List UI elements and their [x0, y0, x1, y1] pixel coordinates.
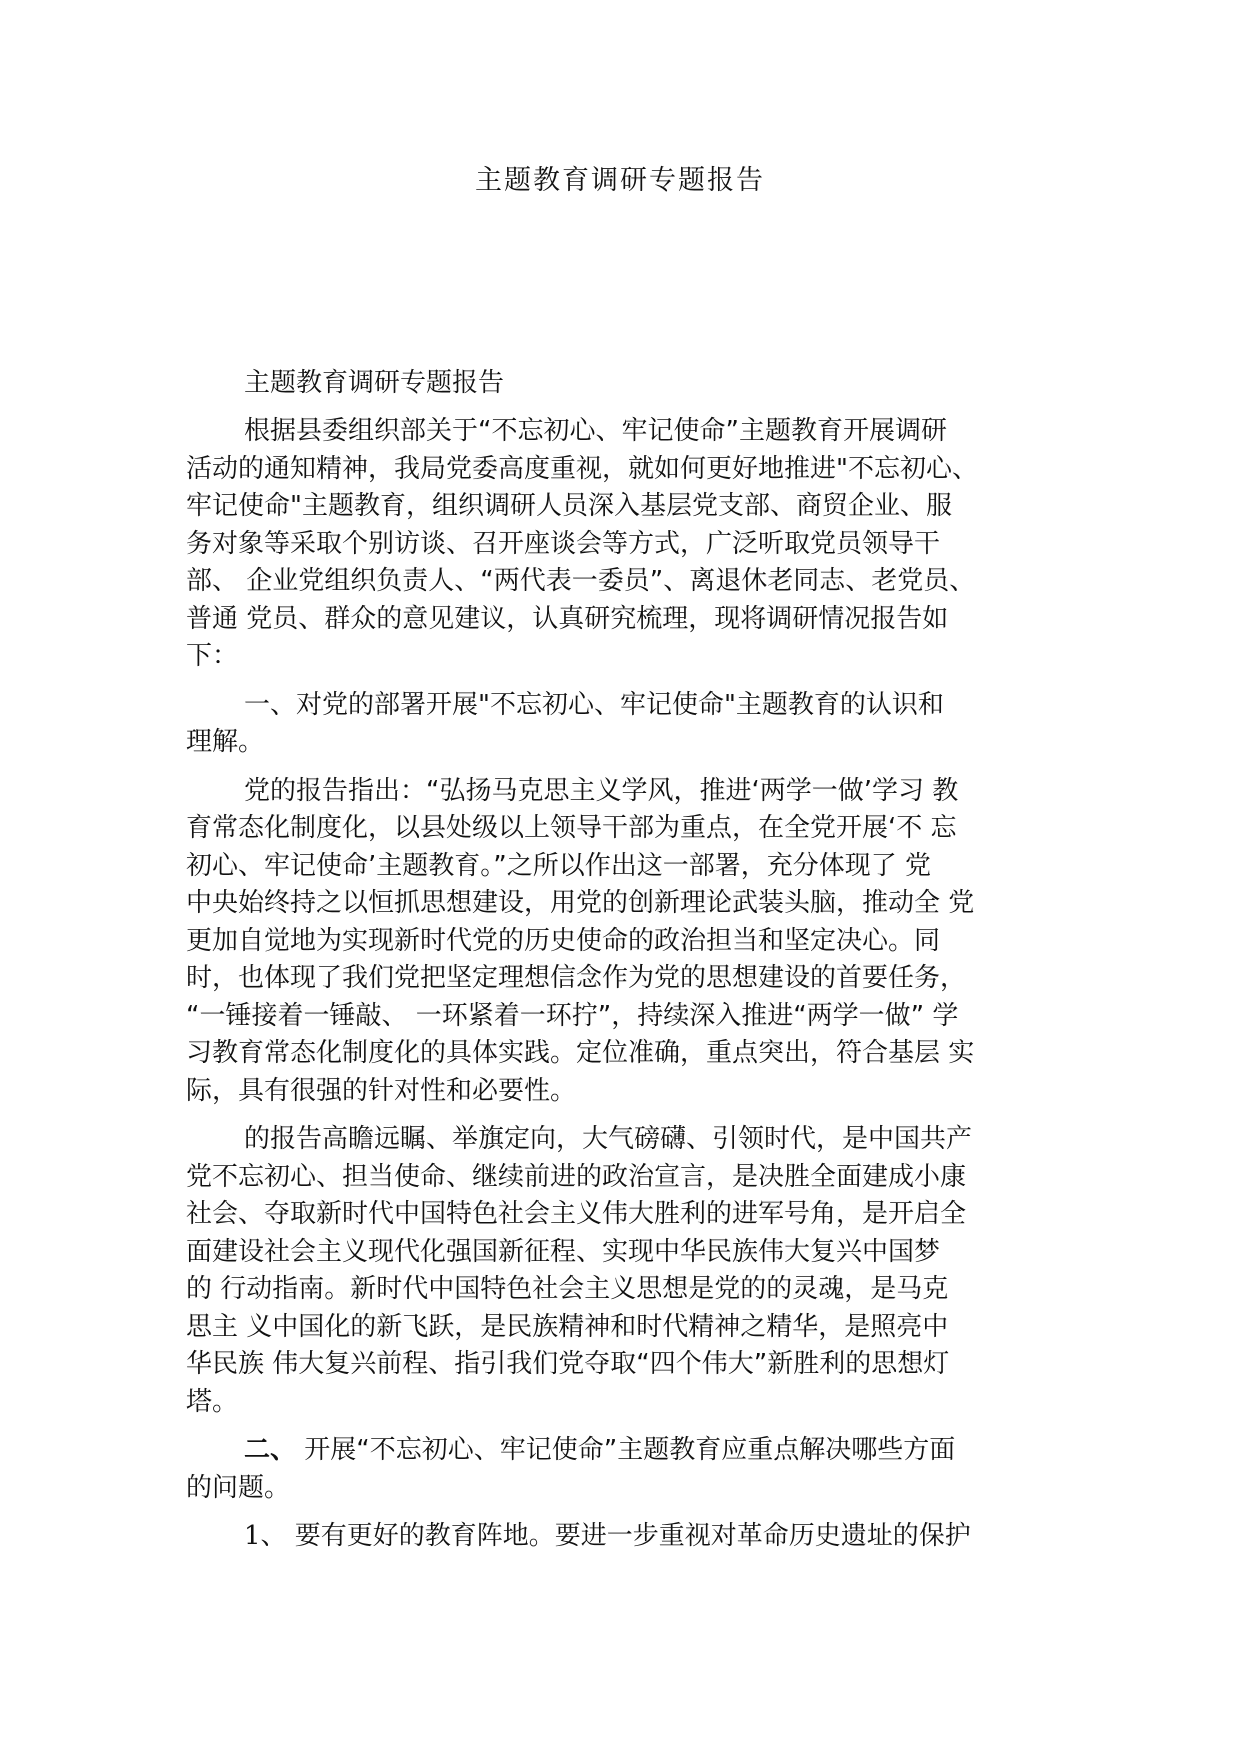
- text-line: 牢记使命"主题教育，组织调研人员深入基层党支部、商贸企业、服: [186, 491, 952, 521]
- item-text: 要有更好的教育阵地。要进一步重视对革命历史遗址的保护: [286, 1521, 971, 1551]
- text-line: 理解。: [186, 727, 265, 757]
- paragraph-report: [186, 773, 1066, 1111]
- text-line: 根据县委组织部关于“不忘初心、牢记使命”主题教育开展调研: [244, 416, 947, 446]
- text-line: 育常态化制度化，以县处级以上领导干部为重点，在全党开展‘不 忘: [186, 813, 957, 843]
- heading-number: 二、: [244, 1435, 297, 1465]
- text-line: 部、 企业党组织负责人、“两代表一委员”、离退休老同志、老党员、: [186, 566, 976, 596]
- text-line: 华民族 伟大复兴前程、指引我们党夺取“四个伟大”新胜利的思想灯: [186, 1349, 950, 1379]
- text-line: 的报告高瞻远瞩、举旗定向，大气磅礴、引领时代，是中国共产: [244, 1124, 973, 1154]
- text-line: 党不忘初心、担当使命、继续前进的政治宣言，是决胜全面建成小康: [186, 1161, 967, 1192]
- list-item-1: [186, 1518, 1066, 1556]
- text-line: 面建设社会主义现代化强国新征程、实现中华民族伟大复兴中国梦: [186, 1236, 941, 1267]
- text-line: [186, 1432, 1066, 1470]
- text-line: 中央始终持之以恒抓思想建设，用党的创新理论武装头脑，推动全 党: [186, 888, 975, 918]
- text-line: 时，也体现了我们党把坚定理想信念作为党的思想建设的首要任务，: [186, 963, 967, 993]
- section-heading-1: [186, 687, 1066, 762]
- text-line: 一、对党的部署开展"不忘初心、牢记使命"主题教育的认识和: [244, 689, 944, 720]
- text-line: “一锤接着一锤敲、 一环紧着一环拧”，持续深入推进“两学一做” 学: [186, 1000, 959, 1031]
- paragraph-intro: [186, 413, 1066, 676]
- text-line: 初心、牢记使命’主题教育。”之所以作出这一部署，充分体现了 党: [186, 850, 931, 881]
- text-line: 活动的通知精神，我局党委高度重视，就如何更好地推进"不忘初心、: [186, 453, 978, 484]
- text-line: 的 行动指南。新时代中国特色社会主义思想是党的的灵魂，是马克: [186, 1274, 949, 1304]
- text-line: 际，具有很强的针对性和必要性。: [186, 1075, 577, 1106]
- text-line: 下：: [186, 641, 239, 671]
- text-line: 思主 义中国化的新飞跃，是民族精神和时代精神之精华，是照亮中: [186, 1311, 949, 1342]
- section-heading-2: [186, 1432, 1066, 1507]
- item-number: 1、: [244, 1521, 287, 1551]
- text-line: 更加自觉地为实现新时代党的历史使命的政治担当和坚定决心。同: [186, 925, 941, 956]
- document-subtitle: 主题教育调研专题报告: [244, 368, 505, 398]
- text-line: 习教育常态化制度化的具体实践。定位准确，重点突出，符合基层 实: [186, 1038, 975, 1068]
- text-line: 社会、夺取新时代中国特色社会主义伟大胜利的进军号角，是开启全: [186, 1199, 967, 1229]
- text-line: 塔。: [186, 1386, 239, 1417]
- paragraph-guidance: [186, 1121, 1066, 1421]
- text-line: [186, 1518, 1066, 1556]
- text-line: 党的报告指出：“弘扬马克思主义学风，推进‘两学一做’学习 教: [244, 775, 959, 806]
- document-title: 主题教育调研专题报告: [475, 165, 765, 196]
- text-line: 普通 党员、群众的意见建议，认真研究梳理，现将调研情况报告如: [186, 603, 949, 634]
- document-body: [186, 363, 1066, 1567]
- text-line: 的问题。: [186, 1472, 291, 1503]
- text-line: 务对象等采取个别访谈、召开座谈会等方式，广泛听取党员领导干: [186, 528, 941, 559]
- heading-text: 开展“不忘初心、牢记使命”主题教育应重点解决哪些方面: [296, 1435, 956, 1465]
